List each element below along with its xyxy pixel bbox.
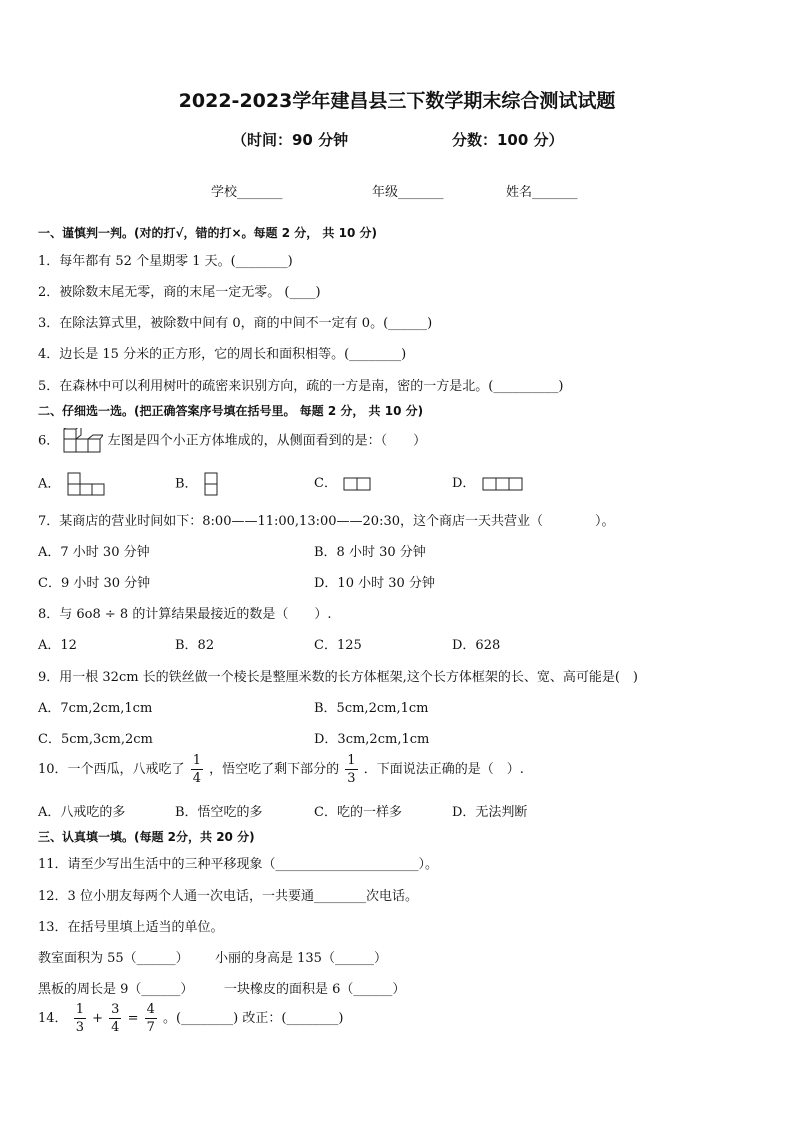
question-14[interactable] xyxy=(38,1003,343,1034)
fraction-numerator: 3 xyxy=(111,1002,120,1017)
q10-text-part2: ，悟空吃了剩下部分的 xyxy=(209,762,340,777)
q6-option-d-label: D． xyxy=(452,476,476,491)
fraction-numerator: 1 xyxy=(75,1002,84,1017)
cube-stack-figure xyxy=(63,428,103,454)
q7-option-c[interactable]: C．9 小时 30 分钟 xyxy=(38,576,151,591)
q8-option-c[interactable]: C．125 xyxy=(314,638,362,653)
fraction-numerator: 4 xyxy=(146,1002,155,1017)
q6-option-d[interactable] xyxy=(452,472,524,492)
fraction-three-quarters xyxy=(109,1003,121,1034)
grade-field[interactable]: 年级_______ xyxy=(372,185,444,200)
q10-option-c[interactable]: C．吃的一样多 xyxy=(314,805,402,820)
fraction-one-third xyxy=(74,1003,86,1034)
page-title: 2022-2023学年建昌县三下数学期末综合测试试题 xyxy=(178,90,616,112)
q6-option-c-label: C． xyxy=(314,476,337,491)
fraction-numerator: 1 xyxy=(347,753,356,768)
q6-option-a[interactable] xyxy=(38,472,105,496)
q13-blank-b[interactable]: 小丽的身高是 135（______） xyxy=(215,951,387,966)
fraction-denominator: 3 xyxy=(347,771,356,786)
section-2-heading: 二、仔细选一选。(把正确答案序号填在括号里。 每题 2 分， 共 10 分) xyxy=(38,404,424,418)
question-7: 7．某商店的营业时间如下：8:00——11:00,13:00——20:30，这个商店一天共营业（ ）。 xyxy=(38,514,615,529)
q14-tail: 。(________) 改正：(________) xyxy=(163,1011,344,1026)
exam-time: （时间：90 分钟 xyxy=(232,131,349,149)
option-c-view-icon xyxy=(341,476,373,492)
q10-option-d[interactable]: D．无法判断 xyxy=(452,805,528,820)
fraction-one-quarter xyxy=(191,754,203,785)
q13-blank-c[interactable]: 黑板的周长是 9（______） xyxy=(38,982,194,997)
judge-question-3[interactable]: 3．在除法算式里，被除数中间有 0，商的中间不一定有 0。(______) xyxy=(38,316,433,331)
question-8: 8．与 6o8 ÷ 8 的计算结果最接近的数是（ ）. xyxy=(38,607,332,622)
question-10 xyxy=(38,754,524,785)
question-11[interactable]: 11．请至少写出生活中的三种平移现象（______________________）。 xyxy=(38,857,439,872)
question-6 xyxy=(38,428,426,454)
fraction-denominator: 3 xyxy=(75,1020,84,1035)
question-12[interactable]: 12．3 位小朋友每两个人通一次电话，一共要通________次电话。 xyxy=(38,889,418,904)
q6-option-b[interactable] xyxy=(175,472,220,496)
name-field[interactable]: 姓名_______ xyxy=(506,185,578,200)
q9-option-b[interactable]: B．5cm,2cm,1cm xyxy=(314,701,429,716)
q13-blank-a[interactable]: 教室面积为 55（______） xyxy=(38,951,189,966)
q6-option-a-label: A． xyxy=(38,476,61,492)
judge-question-5[interactable]: 5．在森林中可以利用树叶的疏密来识别方向，疏的一方是南，密的一方是北。(__________) xyxy=(38,379,564,394)
question-13: 13．在括号里填上适当的单位。 xyxy=(38,920,224,935)
section-1-heading: 一、谨慎判一判。(对的打√，错的打×。每题 2 分， 共 10 分) xyxy=(38,226,377,240)
option-d-view-icon xyxy=(480,476,524,492)
q9-option-a[interactable]: A．7cm,2cm,1cm xyxy=(38,701,153,716)
fraction-denominator: 4 xyxy=(192,771,201,786)
judge-question-4[interactable]: 4．边长是 15 分米的正方形，它的周长和面积相等。(________) xyxy=(38,347,407,362)
option-a-view-icon xyxy=(65,472,105,496)
question-9: 9．用一根 32cm 长的铁丝做一个棱长是整厘米数的长方体框架,这个长方体框架的长、宽、高可能是( ) xyxy=(38,670,638,685)
q10-option-a[interactable]: A．八戒吃的多 xyxy=(38,805,126,820)
fraction-one-third xyxy=(345,754,357,785)
q6-option-b-label: B． xyxy=(175,476,198,492)
q8-option-d[interactable]: D．628 xyxy=(452,638,501,653)
question-6-text: 左图是四个小正方体堆成的，从侧面看到的是：（ ） xyxy=(107,433,427,449)
q10-text-part1: 10．一个西瓜，八戒吃了 xyxy=(38,762,185,777)
question-6-number: 6． xyxy=(38,433,60,449)
fraction-denominator: 7 xyxy=(146,1020,155,1035)
q13-blank-d[interactable]: 一块橡皮的面积是 6（______） xyxy=(224,982,406,997)
section-3-heading: 三、认真填一填。(每题 2分，共 20 分) xyxy=(38,830,255,844)
fraction-four-sevenths xyxy=(145,1003,157,1034)
school-field[interactable]: 学校_______ xyxy=(211,185,283,200)
judge-question-2[interactable]: 2．被除数末尾无零，商的末尾一定无零。 (____) xyxy=(38,285,321,300)
q9-option-c[interactable]: C．5cm,3cm,2cm xyxy=(38,732,153,747)
q6-option-c[interactable] xyxy=(314,472,373,492)
plus-sign: + xyxy=(92,1011,104,1026)
q10-text-part3: ．下面说法正确的是（ ）. xyxy=(363,762,524,777)
exam-score: 分数：100 分） xyxy=(452,131,564,149)
equals-sign: = xyxy=(127,1011,139,1026)
q7-option-a[interactable]: A．7 小时 30 分钟 xyxy=(38,545,150,560)
q8-option-a[interactable]: A．12 xyxy=(38,638,77,653)
judge-question-1[interactable]: 1．每年都有 52 个星期零 1 天。(________) xyxy=(38,254,293,269)
q8-option-b[interactable]: B．82 xyxy=(175,638,215,653)
q14-number: 14． xyxy=(38,1011,68,1026)
option-b-view-icon xyxy=(202,472,220,496)
fraction-denominator: 4 xyxy=(111,1020,120,1035)
q7-option-d[interactable]: D．10 小时 30 分钟 xyxy=(314,576,435,591)
q7-option-b[interactable]: B．8 小时 30 分钟 xyxy=(314,545,426,560)
q10-option-b[interactable]: B．悟空吃的多 xyxy=(175,805,263,820)
q9-option-d[interactable]: D．3cm,2cm,1cm xyxy=(314,732,430,747)
fraction-numerator: 1 xyxy=(192,753,201,768)
